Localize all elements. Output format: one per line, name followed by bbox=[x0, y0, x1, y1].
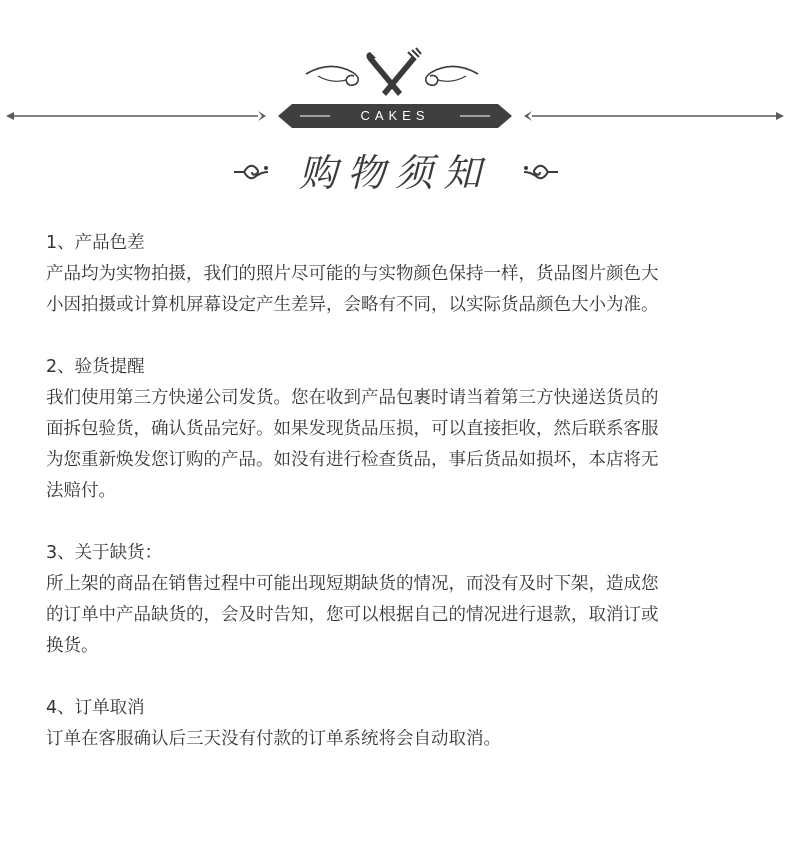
notice-content bbox=[46, 228, 746, 786]
section-body: 产品均为实物拍摄，我们的照片尽可能的与实物颜色保持一样，货品图片颜色大 小因拍摄或计算机屏幕设定产生差异，会略有不同，以实际货品颜色大小为准。 bbox=[46, 264, 659, 315]
page-header bbox=[0, 0, 790, 210]
section-inspection-reminder bbox=[46, 352, 746, 507]
section-heading: 4、订单取消 bbox=[46, 698, 145, 718]
section-body: 所上架的商品在销售过程中可能出现短期缺货的情况，而没有及时下架，造成您 的订单中产品缺货的，会及时告知，您可以根据自己的情况进行退款，取消订或 换货。 bbox=[46, 574, 659, 656]
page-title: 购物须知 bbox=[298, 151, 491, 195]
section-body: 我们使用第三方快递公司发货。您在收到产品包裹时请当着第三方快递送货员的 面拆包验货，确认货品完好。如果发现货品压损，可以直接拒收，然后联系客服 为您重新焕发您订购的产品。如没有进行检查货品，事后货品如损坏，本店将无 法赔付。 bbox=[46, 388, 659, 501]
section-heading: 1、产品色差 bbox=[46, 233, 145, 253]
section-body: 订单在客服确认后三天没有付款的订单系统将会自动取消。 bbox=[46, 729, 501, 749]
crossed-knife-fork-icon bbox=[306, 48, 478, 96]
section-heading: 3、关于缺货： bbox=[46, 543, 163, 563]
right-flourish-icon bbox=[520, 160, 560, 184]
right-divider-line bbox=[524, 111, 784, 121]
left-divider-line bbox=[6, 111, 266, 121]
section-heading: 2、验货提醒 bbox=[46, 357, 145, 377]
left-flourish-icon bbox=[232, 160, 272, 184]
section-out-of-stock bbox=[46, 538, 746, 662]
cakes-badge-label: CAKES bbox=[360, 108, 430, 123]
section-order-cancellation bbox=[46, 693, 746, 755]
section-color-difference bbox=[46, 228, 746, 321]
